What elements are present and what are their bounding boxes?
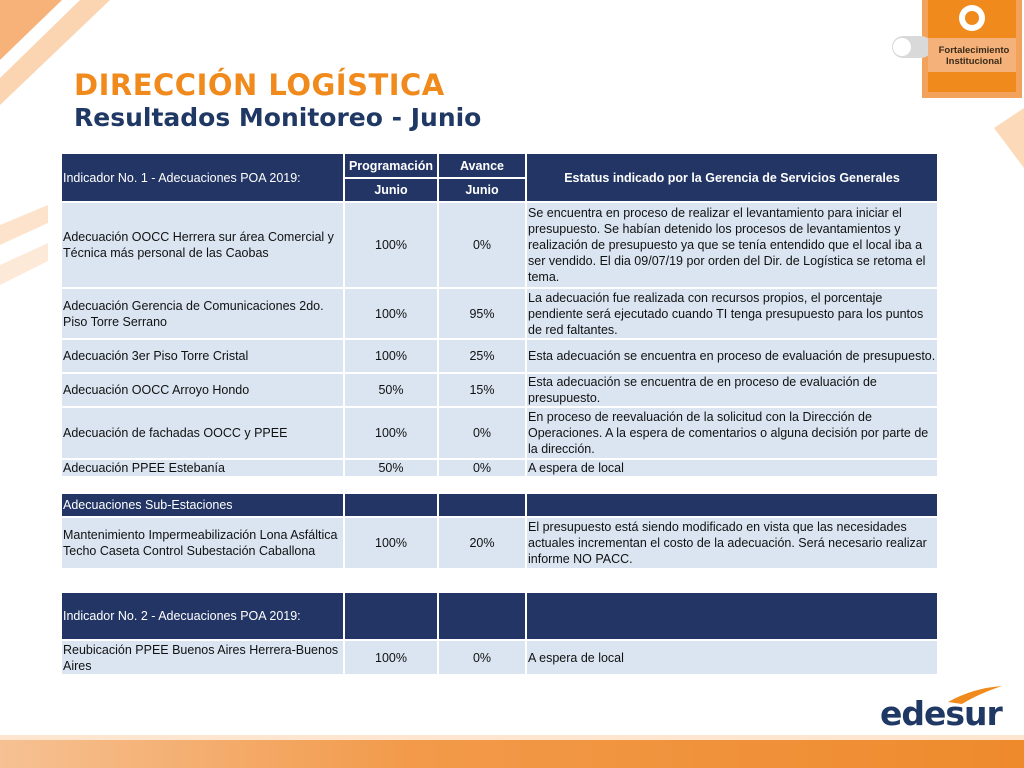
row-status: En proceso de reevaluación de la solicitud con la Dirección de Operaciones. A la espera de comentarios o alguna decisión por parte de la dirección. xyxy=(527,408,937,458)
table-row xyxy=(62,641,937,674)
table-row xyxy=(62,460,937,476)
side-stripes-left xyxy=(0,205,50,315)
row-programacion: 100% xyxy=(345,289,437,338)
logo-text: edesur xyxy=(880,694,1002,733)
row-status: A espera de local xyxy=(527,460,937,476)
row-avance: 0% xyxy=(439,203,525,287)
row-programacion: 100% xyxy=(345,408,437,458)
row-avance: 25% xyxy=(439,340,525,372)
row-avance: 0% xyxy=(439,460,525,476)
row-name: Adecuación PPEE Estebanía xyxy=(62,460,343,476)
row-status: Esta adecuación se encuentra de en proceso de evaluación de presupuesto. xyxy=(527,374,937,406)
row-name: Reubicación PPEE Buenos Aires Herrera-Buenos Aires xyxy=(62,641,343,674)
header-blank xyxy=(345,593,437,639)
row-avance: 0% xyxy=(439,641,525,674)
row-name: Mantenimiento Impermeabilización Lona Asfáltica Techo Caseta Control Subestación Caballona xyxy=(62,518,343,568)
table-row xyxy=(62,203,937,287)
row-programacion: 100% xyxy=(345,641,437,674)
row-avance: 0% xyxy=(439,408,525,458)
row-name: Adecuación OOCC Arroyo Hondo xyxy=(62,374,343,406)
table-row xyxy=(62,340,937,372)
footer-stripe xyxy=(0,740,1024,768)
header-blank xyxy=(527,593,937,639)
table-row xyxy=(62,408,937,458)
row-name: Adecuación de fachadas OOCC y PPEE xyxy=(62,408,343,458)
badge-line2: Institucional xyxy=(946,56,1002,67)
row-status: A espera de local xyxy=(527,641,937,674)
table-row xyxy=(62,518,937,568)
indicator-2-table xyxy=(60,591,939,676)
header-blank xyxy=(527,494,937,516)
col-avance-sub: Junio xyxy=(439,179,525,201)
page-subtitle: Resultados Monitoreo - Junio xyxy=(74,103,482,132)
header-blank xyxy=(439,593,525,639)
row-programacion: 100% xyxy=(345,340,437,372)
row-programacion: 50% xyxy=(345,460,437,476)
row-avance: 20% xyxy=(439,518,525,568)
indicator-1-header: Indicador No. 1 - Adecuaciones POA 2019: xyxy=(62,154,343,201)
sub-estaciones-table xyxy=(60,492,939,570)
col-estatus: Estatus indicado por la Gerencia de Servicios Generales xyxy=(527,154,937,201)
indicator-1-table xyxy=(60,152,939,478)
badge-line1: Fortalecimiento xyxy=(938,45,1010,56)
row-programacion: 50% xyxy=(345,374,437,406)
table-row xyxy=(62,289,937,338)
row-status: La adecuación fue realizada con recursos propios, el porcentaje pendiente será ejecutado cuando TI tenga presupuesto para los puntos de red faltantes. xyxy=(527,289,937,338)
badge-text xyxy=(928,45,1020,67)
page-title: DIRECCIÓN LOGÍSTICA xyxy=(74,68,445,102)
edesur-logo xyxy=(878,690,1008,738)
header-blank xyxy=(345,494,437,516)
row-status: El presupuesto está siendo modificado en vista que las necesidades actuales incrementan el costo de la adecuación. Será necesario realizar informe NO PACC. xyxy=(527,518,937,568)
header-gap xyxy=(439,494,525,516)
row-status: Esta adecuación se encuentra en proceso de evaluación de presupuesto. xyxy=(527,340,937,372)
row-avance: 15% xyxy=(439,374,525,406)
indicator-2-header: Indicador No. 2 - Adecuaciones POA 2019: xyxy=(62,593,343,639)
row-avance: 95% xyxy=(439,289,525,338)
row-programacion: 100% xyxy=(345,203,437,287)
row-programacion: 100% xyxy=(345,518,437,568)
col-avance: Avance xyxy=(439,154,525,177)
row-status: Se encuentra en proceso de realizar el levantamiento para iniciar el presupuesto. Se habían detenido los procesos de levantamientos y realización de presupuesto ya que se tenía entendido que el local iba a ser vendido. El dia 09/07/19 por orden del Dir. de Logística se retoma el tema. xyxy=(527,203,937,287)
table-row xyxy=(62,374,937,406)
row-name: Adecuación OOCC Herrera sur área Comercial y Técnica más personal de las Caobas xyxy=(62,203,343,287)
col-programacion-sub: Junio xyxy=(345,179,437,201)
row-name: Adecuación Gerencia de Comunicaciones 2do. Piso Torre Serrano xyxy=(62,289,343,338)
sub-estaciones-header: Adecuaciones Sub-Estaciones xyxy=(62,494,343,516)
col-programacion: Programación xyxy=(345,154,437,177)
side-stripes-right xyxy=(994,108,1024,198)
row-name: Adecuación 3er Piso Torre Cristal xyxy=(62,340,343,372)
